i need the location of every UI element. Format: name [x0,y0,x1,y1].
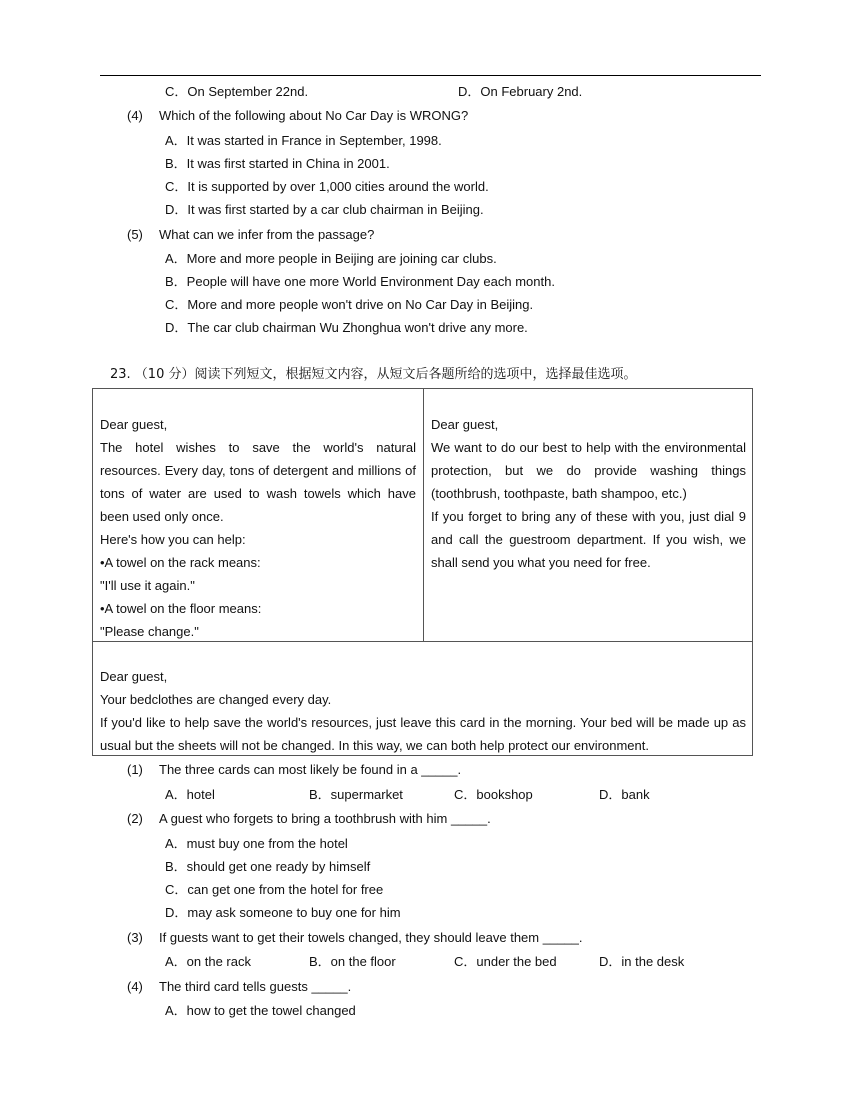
option-b: B．People will have one more World Environment Day each month. [165,274,555,289]
option-b: B．supermarket [309,787,403,802]
option-d: D．It was first started by a car club chairman in Beijing. [165,202,484,217]
card-1-body: The hotel wishes to save the world's natural resources. Every day, tons of detergent and millions of tons of water are used to wash towels which have been used only once. [100,440,416,524]
card-3-instructions: If you'd like to help save the world's resources, just leave this card in the morning. Your bed will be made up as usual but the sheets will not be changed. In this way, we can both help protect our environment. [100,715,746,753]
card-1-help: Here's how you can help: [100,532,246,547]
card-2-body: We want to do our best to help with the environmental protection, but we do provide washing things (toothbrush, toothpaste, bath shampoo, etc.) [431,440,746,501]
option-c: C．More and more people won't drive on No Car Day in Beijing. [165,297,534,312]
option-c: C．It is supported by over 1,000 cities around the world. [165,179,489,194]
cards-divider-vertical [423,389,424,641]
option-c: C．bookshop [454,787,533,802]
top-rule [100,75,761,76]
option-d: D．bank [599,787,650,802]
option-c: C．On September 22nd. [165,84,309,99]
option-c: C．under the bed [454,954,557,969]
option-a: A．hotel [165,787,215,802]
question-number: (1) [127,762,143,777]
question-number: (3) [127,930,143,945]
card-1-rack-meaning: "I'll use it again." [100,578,195,593]
card-2 [431,413,746,574]
card-3 [100,665,746,757]
option-a: A．on the rack [165,954,251,969]
card-1-floor-meaning: "Please change." [100,624,199,639]
question-number: (4) [127,979,143,994]
option-a: A．It was started in France in September, 1998. [165,133,442,148]
option-a: A．how to get the towel changed [165,1003,356,1018]
card-3-greeting: Dear guest, [100,669,168,684]
option-d: D．in the desk [599,954,685,969]
cards-table [92,388,753,756]
card-1-greeting: Dear guest, [100,417,168,432]
question-stem: The third card tells guests _____. [159,979,352,994]
question-number: (4) [127,108,143,123]
question-stem: Which of the following about No Car Day is WRONG? [159,108,469,123]
question-number: (5) [127,227,143,242]
card-3-body: Your bedclothes are changed every day. [100,692,332,707]
section-heading: 23. （10 分）阅读下列短文，根据短文内容，从短文后各题所给的选项中，选择最佳选项。 [110,367,637,382]
card-1-rack: •A towel on the rack means: [100,555,261,570]
option-a: A．More and more people in Beijing are joining car clubs. [165,251,497,266]
option-b: B．It was first started in China in 2001. [165,156,390,171]
option-d: D．On February 2nd. [458,84,583,99]
card-2-greeting: Dear guest, [431,417,499,432]
card-1-floor: •A towel on the floor means: [100,601,262,616]
card-2-instructions: If you forget to bring any of these with you, just dial 9 and call the guestroom department. If you wish, we shall send you what you need for free. [431,509,746,570]
question-stem: If guests want to get their towels changed, they should leave them _____. [159,930,583,945]
question-stem: The three cards can most likely be found in a _____. [159,762,462,777]
option-c: C．can get one from the hotel for free [165,882,384,897]
option-b: B．on the floor [309,954,396,969]
option-b: B．should get one ready by himself [165,859,371,874]
question-stem: A guest who forgets to bring a toothbrush with him _____. [159,811,491,826]
question-stem: What can we infer from the passage? [159,227,375,242]
card-1 [100,413,416,643]
option-a: A．must buy one from the hotel [165,836,348,851]
option-d: D．The car club chairman Wu Zhonghua won't drive any more. [165,320,528,335]
option-d: D．may ask someone to buy one for him [165,905,401,920]
question-number: (2) [127,811,143,826]
